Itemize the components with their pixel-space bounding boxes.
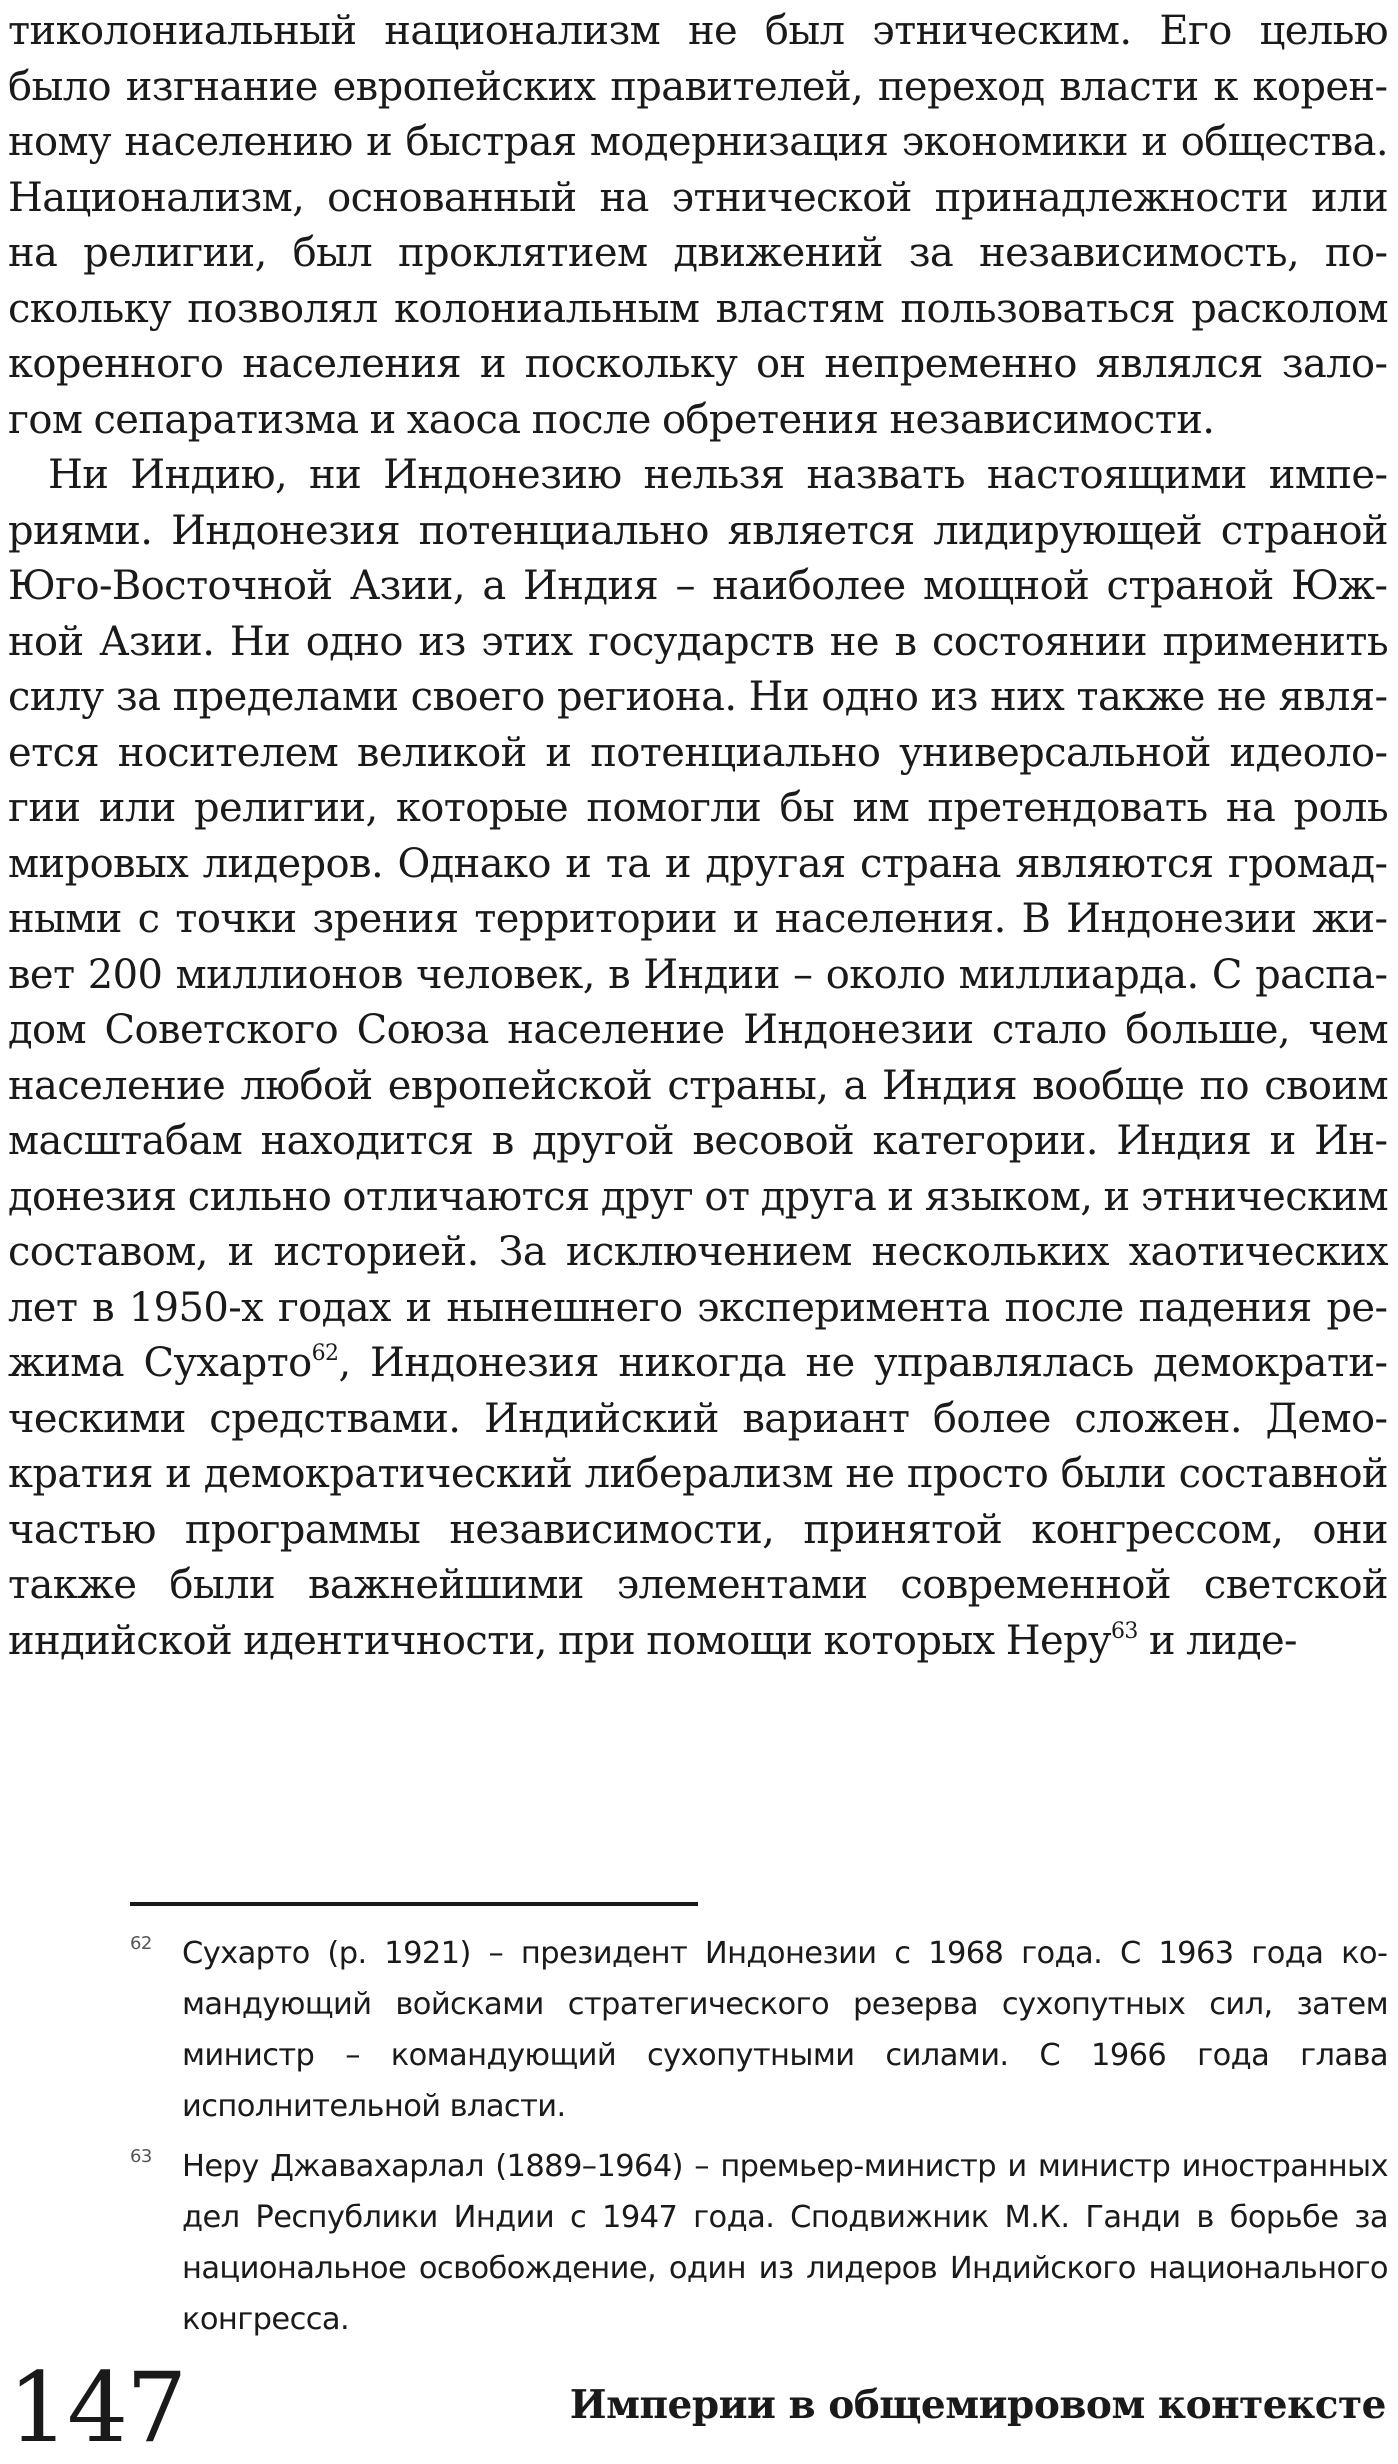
paragraph-2-part-c: и лиде- [1137, 1617, 1297, 1664]
paragraph-2-part-a: Ни Индию, ни Индонезию нельзя назвать настоящими империями. Индонезия потенциально является лидирующей страной Юго-Восточной Азии, а Индия – наиболее мощной страной Южной Азии. Ни одно из этих государств не в состоянии применить силу за пределами своего региона. Ни одно из них также не является носителем великой и потенциально универсальной идеологии или религии, которые помогли бы им претендовать на роль мировых лидеров. Однако и та и другая страна являются громадными с точки зрения территории и населения. В Индонезии живет 200 миллионов человек, в Индии – около миллиарда. С распадом Советского Союза население Индонезии стало больше, чем население любой европейской страны, а Индия вообще по своим масштабам находится в другой весовой категории. Индия и Индонезия сильно отличаются друг от друга и языком, и этническим составом, и историей. За исключением нескольких хаотических лет в 1950-х годах и нынешнего эксперимента после падения режима Сухарто [8, 452, 1388, 1386]
main-text [8, 4, 1388, 1669]
footnote-mark: 63 [130, 2146, 152, 2167]
footnote-ref-62[interactable]: 62 [311, 1341, 339, 1366]
running-head: Империи в общемировом контексте [569, 2382, 1386, 2428]
footnote-text: Неру Джавахарлал (1889–1964) – премьер-министр и министр иностранных дел Республики Индии с 1947 года. Сподвижник М.К. Ганди в борьбе за национальное освобождение, один из лидеров Индийского национального конгресса. [182, 2149, 1388, 2337]
footnote-separator [130, 1902, 698, 1906]
paragraph-1: тиколониальный национализм не был этническим. Его целью было изгнание европейских правителей, переход власти к коренному населению и быстрая модернизация экономики и общества. Национализм, основанный на этнической принадлежности или на религии, был проклятием движений за независимость, поскольку позволял колониальным властям пользоваться расколом коренного населения и поскольку он непременно являлся залогом сепаратизма и хаоса после обретения независимости. [8, 8, 1388, 443]
page-number: 147 [8, 2352, 186, 2464]
paragraph-2-part-b: , Индонезия никогда не управлялась демократическими средствами. Индийский вариант более сложен. Демократия и демократический либерализм не просто были составной частью программы независимости, принятой конгрессом, они также были важнейшими элементами современной светской индийской идентичности, при помощи которых Неру [8, 1340, 1389, 1664]
footnotes [130, 1928, 1388, 2354]
footnote-text: Сухарто (р. 1921) – президент Индонезии с 1968 года. С 1963 года командующий войсками стратегического резерва сухопутных сил, затем министр – командующий сухопутными силами. С 1966 года глава исполнительной власти. [182, 1936, 1388, 2124]
footnote-63 [130, 2141, 1388, 2345]
footnote-mark: 62 [130, 1933, 152, 1954]
paragraph-2 [8, 448, 1388, 1669]
footnote-62 [130, 1928, 1388, 2132]
footnote-ref-63[interactable]: 63 [1111, 1618, 1138, 1644]
